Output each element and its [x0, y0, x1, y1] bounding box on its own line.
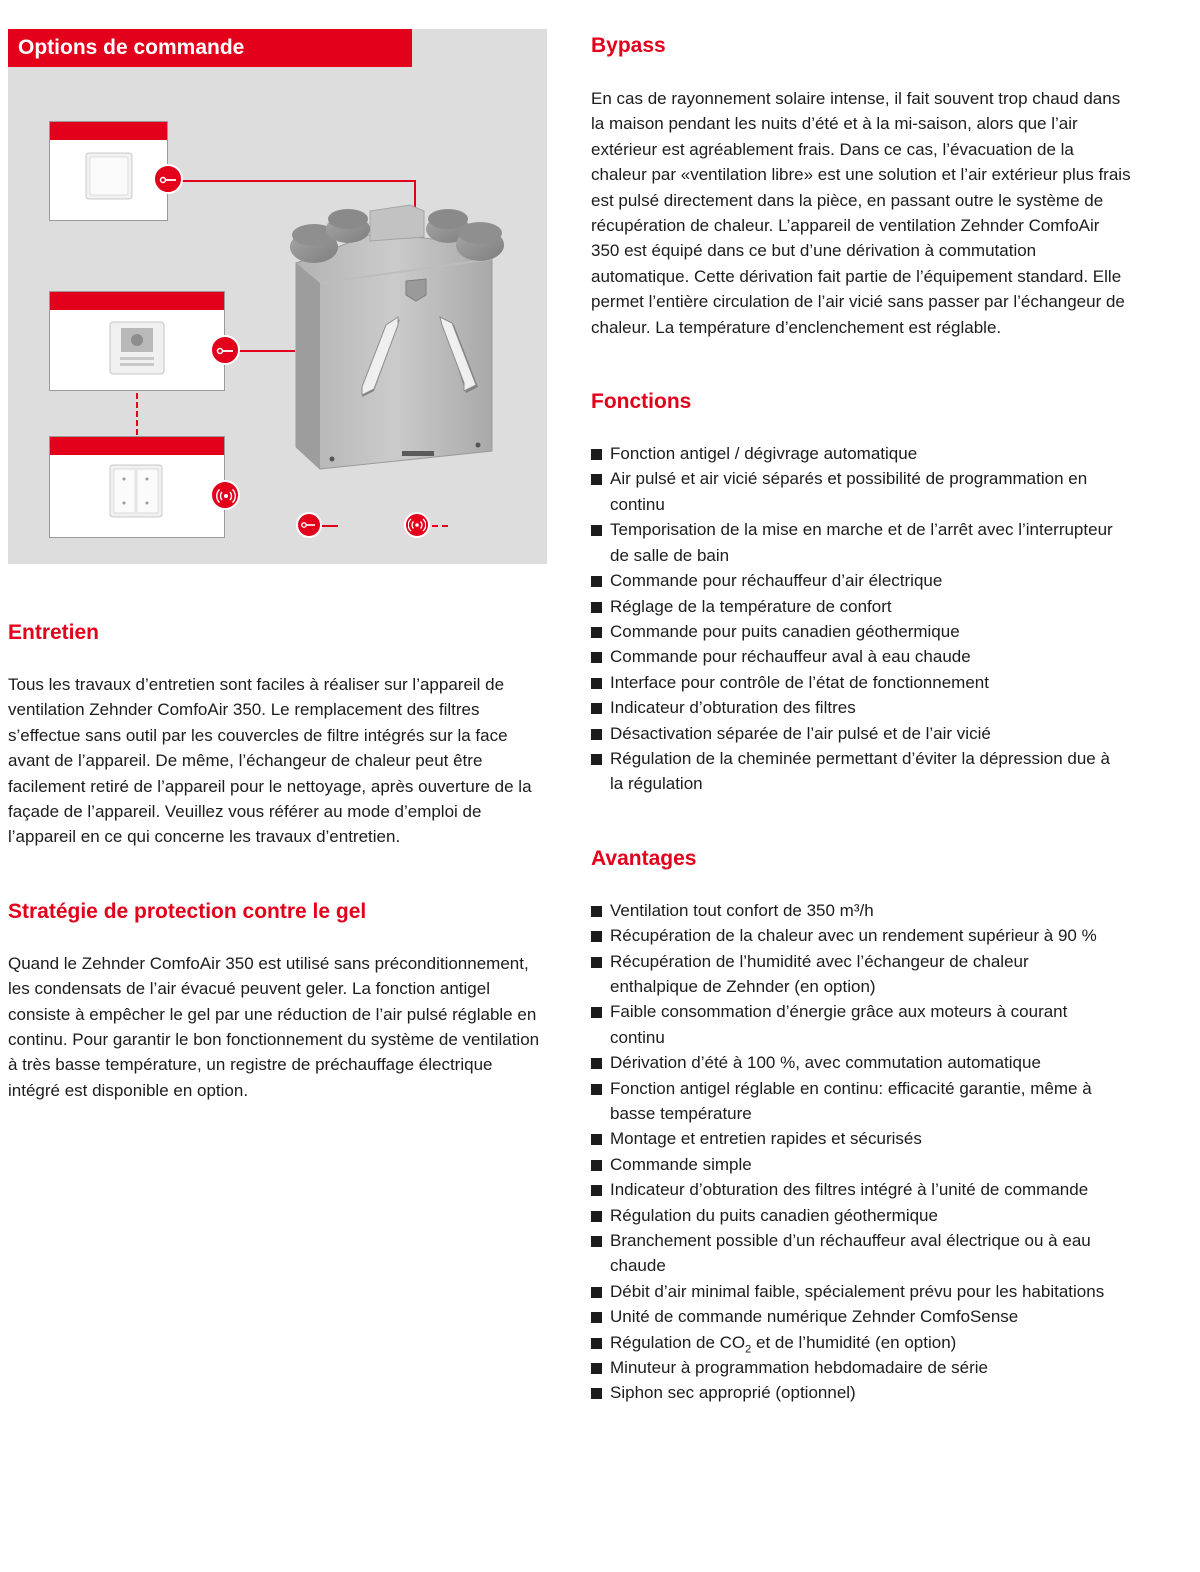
- list-item: Interface pour contrôle de l’état de fonctionnement: [591, 670, 1121, 695]
- fonctions-section: [591, 388, 1151, 797]
- list-item: Montage et entretien rapides et sécurisés: [591, 1126, 1111, 1151]
- list-item: Indicateur d’obturation des filtres: [591, 695, 1121, 720]
- wireless-connection-icon: [210, 480, 240, 510]
- avantages-heading: Avantages: [591, 846, 697, 870]
- list-item: Faible consommation d’énergie grâce aux moteurs à courant continu: [591, 999, 1111, 1050]
- list-item: Siphon sec approprié (optionnel): [591, 1380, 1111, 1405]
- avantages-section: [591, 845, 1151, 1406]
- list-item: Branchement possible d’un réchauffeur aval électrique ou à eau chaude: [591, 1228, 1111, 1279]
- legend-wired-icon: [296, 512, 322, 538]
- list-item: Commande simple: [591, 1152, 1111, 1177]
- avantages-list: [591, 898, 1111, 1406]
- comfoair-350-unit-image: [282, 201, 507, 476]
- bypass-section: [591, 32, 1151, 340]
- entretien-heading: Entretien: [8, 621, 100, 644]
- list-item: Dérivation d’été à 100 %, avec commutation automatique: [591, 1050, 1111, 1075]
- control-unit-wireless: [49, 436, 225, 538]
- list-item: Temporisation de la mise en marche et de l’arrêt avec l’interrupteur de salle de bain: [591, 517, 1121, 568]
- wall-switch-icon: [50, 140, 167, 220]
- list-item: Fonction antigel / dégivrage automatique: [591, 441, 1121, 466]
- list-item: Régulation du puits canadien géothermique: [591, 1203, 1111, 1228]
- list-item: Ventilation tout confort de 350 m³/h: [591, 898, 1111, 923]
- gel-heading: Stratégie de protection contre le gel: [8, 899, 367, 923]
- list-item: Unité de commande numérique Zehnder ComfoSense: [591, 1304, 1111, 1329]
- gel-text: Quand le Zehnder ComfoAir 350 est utilisé sans préconditionnement, les condensats de l’air évacué peuvent geler. La fonction antigel consiste à empêcher le gel par une réduction de l’air pulsé réglable en continu. Pour garantir le bon fonctionnement du système de ventilation à très basse température, un registre de préchauffage électrique intégré est disponible en option.: [8, 953, 540, 1100]
- bypass-text: En cas de rayonnement solaire intense, il fait souvent trop chaud dans la maison pendant les nuits d’été et à la mi-saison, alors que l’air extérieur est agréablement frais. Dans ce cas, l’évacuation de la chaleur par «ventilation libre» est une solution et l’air extérieur plus frais est pulsé directement dans la pièce, en passant outre le système de récupération de chaleur. L’appareil de ventilation Zehnder ComfoAir 350 est équipé dans ce but d’une dérivation à commutation automatique. Cette dérivation fait partie de l’équipement standard. Elle permet l’entière circulation de l’air vicié sans passer par l’échangeur de chaleur. La température d’enclenchement est réglable.: [591, 89, 1131, 337]
- fonctions-heading: Fonctions: [591, 390, 692, 414]
- list-item: Récupération de l’humidité avec l’échangeur de chaleur enthalpique de Zehnder (en option): [591, 949, 1111, 1000]
- list-item: Commande pour réchauffeur d’air électrique: [591, 568, 1121, 593]
- entretien-text: Tous les travaux d’entretien sont faciles à réaliser sur l’appareil de ventilation Zehnder ComfoAir 350. Le remplacement des filtres s’effectue sans outil par les couvercles de filtre intégrés sur la face avant de l’appareil. De même, l’échangeur de chaleur peut être facilement retiré de l’appareil pour le nettoyage, après ouverture de la façade de l’appareil. Veuillez vous référer au mode d’emploi de l’appareil en ce qui concerne les travaux d’entretien.: [8, 675, 532, 847]
- control-unit-display: [49, 291, 225, 391]
- entretien-section: [8, 619, 548, 850]
- list-item: Indicateur d’obturation des filtres intégré à l’unité de commande: [591, 1177, 1111, 1202]
- wired-connection-icon: [210, 335, 240, 365]
- list-item: Régulation de la cheminée permettant d’éviter la dépression due à la régulation: [591, 746, 1121, 797]
- list-item: Air pulsé et air vicié séparés et possibilité de programmation en continu: [591, 466, 1121, 517]
- right-column: [591, 32, 1151, 1406]
- left-column: [8, 29, 548, 1103]
- list-item: Fonction antigel réglable en continu: efficacité garantie, même à basse température: [591, 1076, 1111, 1127]
- co2-text-after: et de l’humidité (en option): [751, 1332, 957, 1352]
- list-item: Minuteur à programmation hebdomadaire de série: [591, 1355, 1111, 1380]
- bypass-heading: Bypass: [591, 34, 666, 57]
- co2-text-before: Régulation de CO: [610, 1332, 746, 1352]
- list-item: Débit d’air minimal faible, spécialement prévu pour les habitations: [591, 1279, 1111, 1304]
- list-item: Commande pour réchauffeur aval à eau chaude: [591, 644, 1121, 669]
- comfosense-display-icon: [50, 310, 224, 390]
- wired-connection-icon: [153, 164, 183, 194]
- list-item: Récupération de la chaleur avec un rendement supérieur à 90 %: [591, 923, 1111, 948]
- co2-subscript: 2: [745, 1343, 752, 1356]
- wireless-switch-icon: [50, 455, 224, 537]
- list-item: Commande pour puits canadien géothermique: [591, 619, 1121, 644]
- gel-section: [8, 898, 548, 1103]
- legend-wireless-icon: [404, 512, 430, 538]
- control-options-title: Options de commande: [8, 29, 412, 67]
- control-options-illustration: [8, 29, 547, 564]
- list-item-co2: [591, 1330, 1111, 1355]
- list-item: Réglage de la température de confort: [591, 594, 1121, 619]
- list-item: Désactivation séparée de l’air pulsé et de l’air vicié: [591, 721, 1121, 746]
- fonctions-list: [591, 441, 1121, 797]
- control-unit-switch: [49, 121, 168, 221]
